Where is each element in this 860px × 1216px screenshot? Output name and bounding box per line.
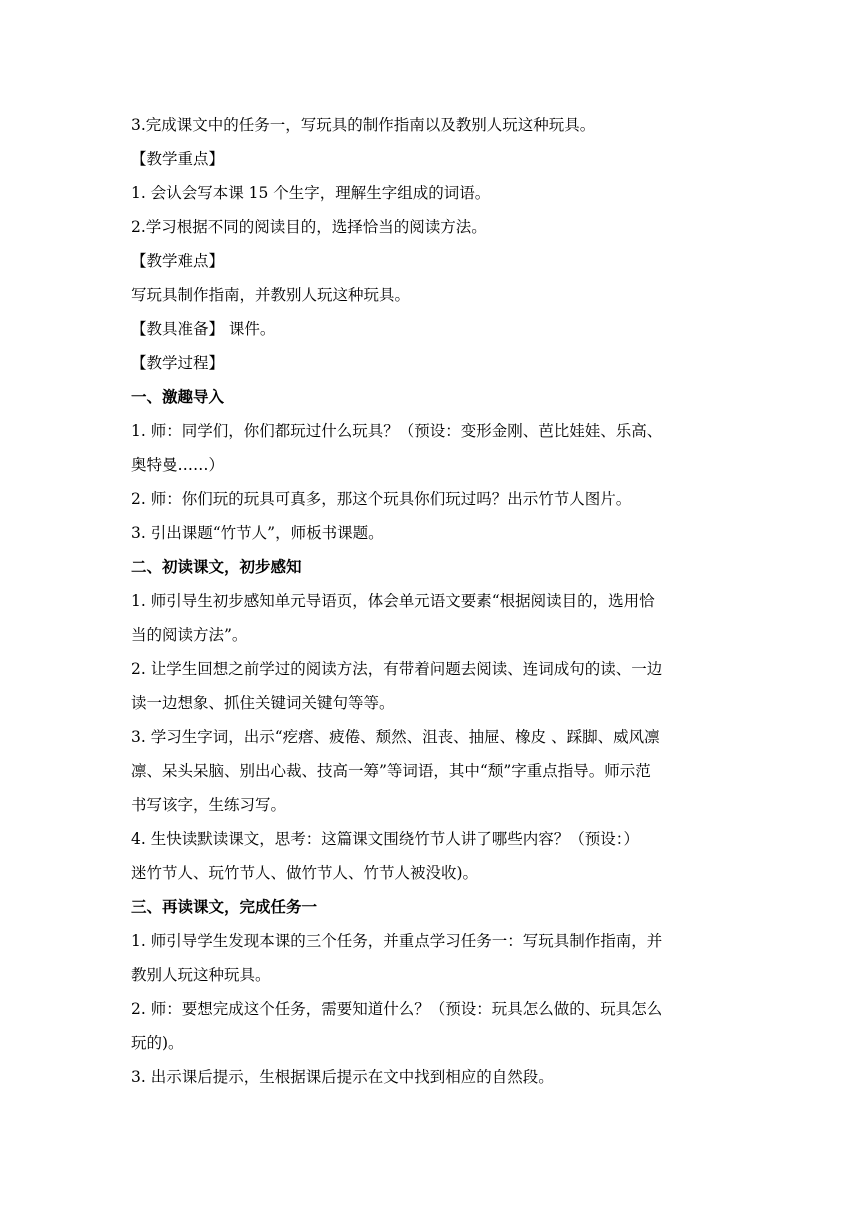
text-line: 迷竹节人、玩竹节人、做竹节人、竹节人被没收)。 [131, 864, 479, 882]
text-line: 2. 师：你们玩的玩具可真多，那这个玩具你们玩过吗？出示竹节人图片。 [131, 490, 632, 508]
text-line: 1. 师引导生初步感知单元导语页，体会单元语文要素“根据阅读目的，选用恰 [131, 592, 655, 610]
text-line: 2. 师：要想完成这个任务，需要知道什么？（预设：玩具怎么做的、玩具怎么 [131, 1000, 663, 1018]
text-line: 奥特曼……） [131, 456, 225, 474]
text-line: 3. 引出课题“竹节人”，师板书课题。 [131, 524, 384, 542]
text-line: 【教学过程】 [131, 354, 225, 372]
section-heading: 三、再读课文，完成任务一 [131, 897, 318, 916]
text-line: 【教学重点】 [131, 150, 225, 168]
section-heading: 一、激趣导入 [131, 387, 225, 406]
text-line: 3.完成课文中的任务一，写玩具的制作指南以及教别人玩这种玩具。 [131, 116, 596, 134]
text-line: 1. 师：同学们，你们都玩过什么玩具？（预设：变形金刚、芭比娃娃、乐高、 [131, 422, 663, 440]
text-line: 玩的)。 [131, 1034, 184, 1052]
text-line: 1. 会认会写本课 15 个生字，理解生字组成的词语。 [131, 184, 491, 202]
text-line: 3. 学习生字词，出示“疙瘩、疲倦、颓然、沮丧、抽屉、橡皮 、踩脚、威风凛 [131, 728, 660, 746]
text-line: 书写该字，生练习写。 [131, 796, 287, 814]
text-line: 4. 生快读默读课文，思考：这篇课文围绕竹节人讲了哪些内容？（预设：） [131, 830, 639, 848]
text-line: 当的阅读方法”。 [131, 626, 248, 644]
text-line: 读一边想象、抓住关键词关键句等等。 [131, 694, 395, 712]
text-line: 1. 师引导学生发现本课的三个任务，并重点学习任务一：写玩具制作指南，并 [131, 932, 663, 950]
text-line: 凛、呆头呆脑、别出心裁、技高一筹”等词语，其中“颓”字重点指导。师示范 [131, 762, 651, 780]
text-line: 教别人玩这种玩具。 [131, 966, 271, 984]
text-line: 3. 出示课后提示，生根据课后提示在文中找到相应的自然段。 [131, 1068, 554, 1086]
text-line: 写玩具制作指南，并教别人玩这种玩具。 [131, 286, 411, 304]
section-heading: 二、初读课文，初步感知 [131, 557, 302, 576]
text-line: 2. 让学生回想之前学过的阅读方法，有带着问题去阅读、连词成句的读、一边 [131, 660, 663, 678]
text-line: 【教具准备】 课件。 [131, 320, 276, 338]
text-line: 【教学难点】 [131, 252, 225, 270]
document-body [131, 108, 731, 1094]
text-line: 2.学习根据不同的阅读目的，选择恰当的阅读方法。 [131, 218, 487, 236]
